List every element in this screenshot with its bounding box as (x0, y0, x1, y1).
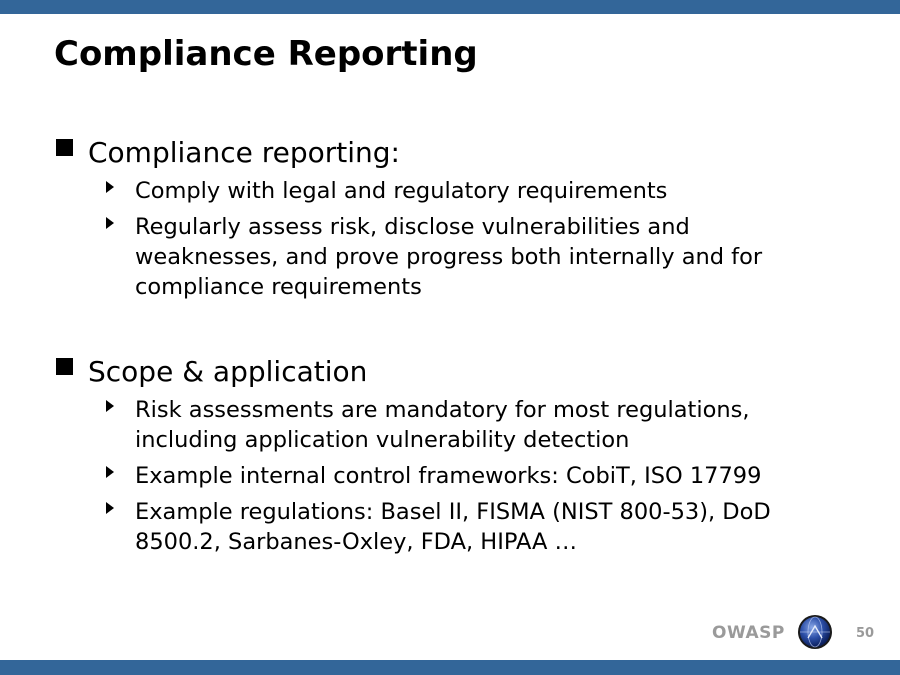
section-scope-application (56, 355, 856, 557)
bottom-accent-bar (0, 660, 900, 675)
bullet-heading: Scope & application (88, 355, 368, 388)
sub-bullet-text: Comply with legal and regulatory requirements (135, 178, 668, 204)
square-bullet-icon (56, 358, 73, 375)
sub-bullet (106, 395, 816, 455)
top-accent-bar (0, 0, 900, 14)
triangle-bullet-icon (106, 400, 122, 412)
sub-bullet-text: Example regulations: Basel II, FISMA (NIST 800-53), DoD 8500.2, Sarbanes-Oxley, FDA, HIPAA … (135, 499, 771, 555)
sub-bullet-list (56, 395, 856, 557)
owasp-globe-icon (797, 614, 833, 650)
sub-bullet (106, 461, 816, 491)
owasp-brand-text: OWASP (712, 623, 785, 643)
sub-bullet (106, 212, 816, 302)
square-bullet-icon (56, 139, 73, 156)
bullet-heading: Compliance reporting: (88, 136, 400, 169)
sub-bullet-list (56, 176, 856, 302)
sub-bullet (106, 497, 816, 557)
triangle-bullet-icon (106, 466, 122, 478)
section-compliance-reporting (56, 136, 856, 302)
sub-bullet-text: Example internal control frameworks: CobiT, ISO 17799 (135, 463, 762, 489)
bullet-level1 (56, 136, 856, 170)
triangle-bullet-icon (106, 502, 122, 514)
sub-bullet-text: Risk assessments are mandatory for most regulations, including application vulnerability detection (135, 397, 750, 453)
sub-bullet-text: Regularly assess risk, disclose vulnerabilities and weaknesses, and prove progress both internally and for compliance requirements (135, 214, 763, 300)
bullet-level1 (56, 355, 856, 389)
triangle-bullet-icon (106, 217, 122, 229)
page-number: 50 (856, 626, 875, 641)
slide-title: Compliance Reporting (54, 34, 478, 74)
sub-bullet (106, 176, 816, 206)
triangle-bullet-icon (106, 181, 122, 193)
